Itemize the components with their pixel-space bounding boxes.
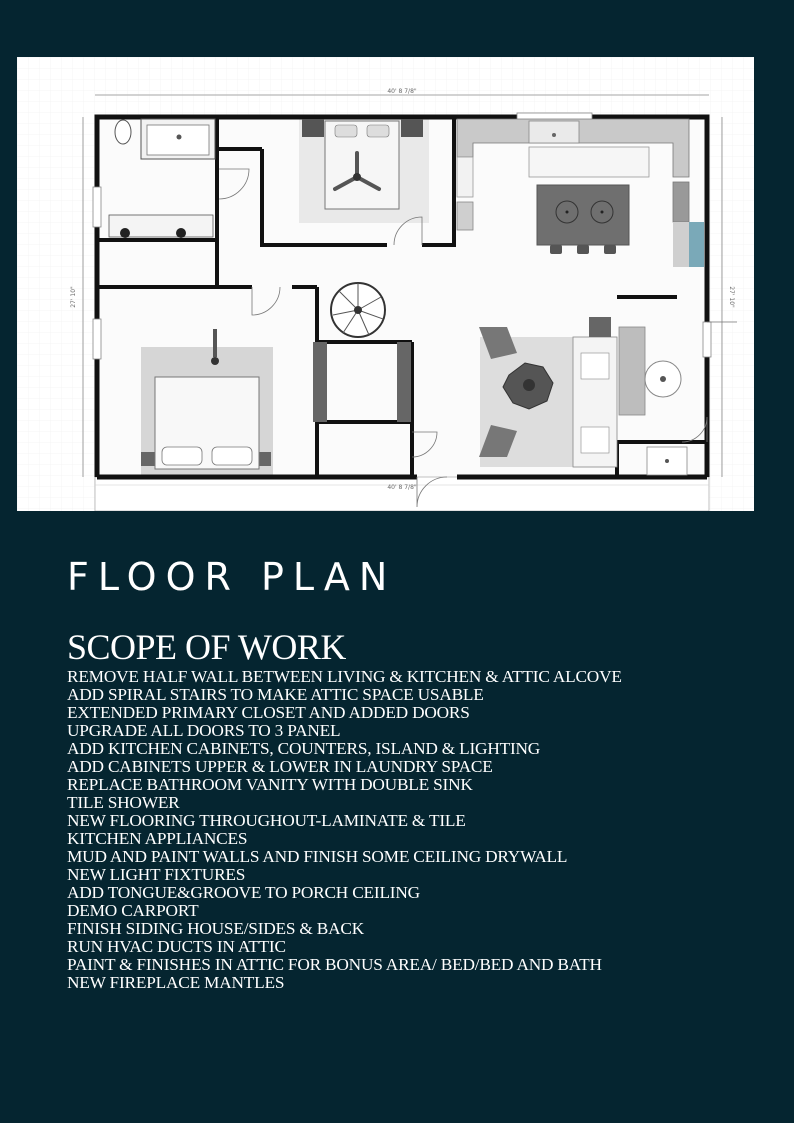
scope-item: EXTENDED PRIMARY CLOSET AND ADDED DOORS xyxy=(67,703,470,722)
scope-item: ADD SPIRAL STAIRS TO MAKE ATTIC SPACE USABLE xyxy=(67,685,484,704)
scope-item: REPLACE BATHROOM VANITY WITH DOUBLE SINK xyxy=(67,775,473,794)
scope-item: FINISH SIDING HOUSE/SIDES & BACK xyxy=(67,919,365,938)
scope-item: PAINT & FINISHES IN ATTIC FOR BONUS AREA/ BED/BED AND BATH xyxy=(67,955,602,974)
scope-item: NEW LIGHT FIXTURES xyxy=(67,865,246,884)
scope-item: ADD CABINETS UPPER & LOWER IN LAUNDRY SPACE xyxy=(67,757,493,776)
scope-list xyxy=(67,668,622,992)
scope-item: TILE SHOWER xyxy=(67,793,180,812)
porch xyxy=(95,477,709,511)
scope-item: DEMO CARPORT xyxy=(67,901,199,920)
scope-item: KITCHEN APPLIANCES xyxy=(67,829,248,848)
scope-item: UPGRADE ALL DOORS TO 3 PANEL xyxy=(67,721,341,740)
page-heading: FLOOR PLAN xyxy=(67,555,397,599)
scope-of-work xyxy=(67,626,622,992)
svg-text:27' 10": 27' 10" xyxy=(70,286,77,308)
scope-title: SCOPE OF WORK xyxy=(67,627,346,667)
scope-item: NEW FLOORING THROUGHOUT-LAMINATE & TILE xyxy=(67,811,466,830)
scope-item: MUD AND PAINT WALLS AND FINISH SOME CEILING DRYWALL xyxy=(67,847,568,866)
scope-item: ADD TONGUE&GROOVE TO PORCH CEILING xyxy=(67,883,420,902)
laundry xyxy=(647,447,687,475)
floor-plan-image xyxy=(17,57,754,511)
scope-item: ADD KITCHEN CABINETS, COUNTERS, ISLAND & LIGHTING xyxy=(67,739,541,758)
svg-text:40' 8 7/8": 40' 8 7/8" xyxy=(387,88,417,95)
scope-item: REMOVE HALF WALL BETWEEN LIVING & KITCHEN & ATTIC ALCOVE xyxy=(67,667,622,686)
scope-item: NEW FIREPLACE MANTLES xyxy=(67,973,285,992)
scope-item: RUN HVAC DUCTS IN ATTIC xyxy=(67,937,286,956)
dimension-bottom: 40' 8 7/8" xyxy=(387,484,417,491)
svg-text:27' 10": 27' 10" xyxy=(728,286,735,308)
